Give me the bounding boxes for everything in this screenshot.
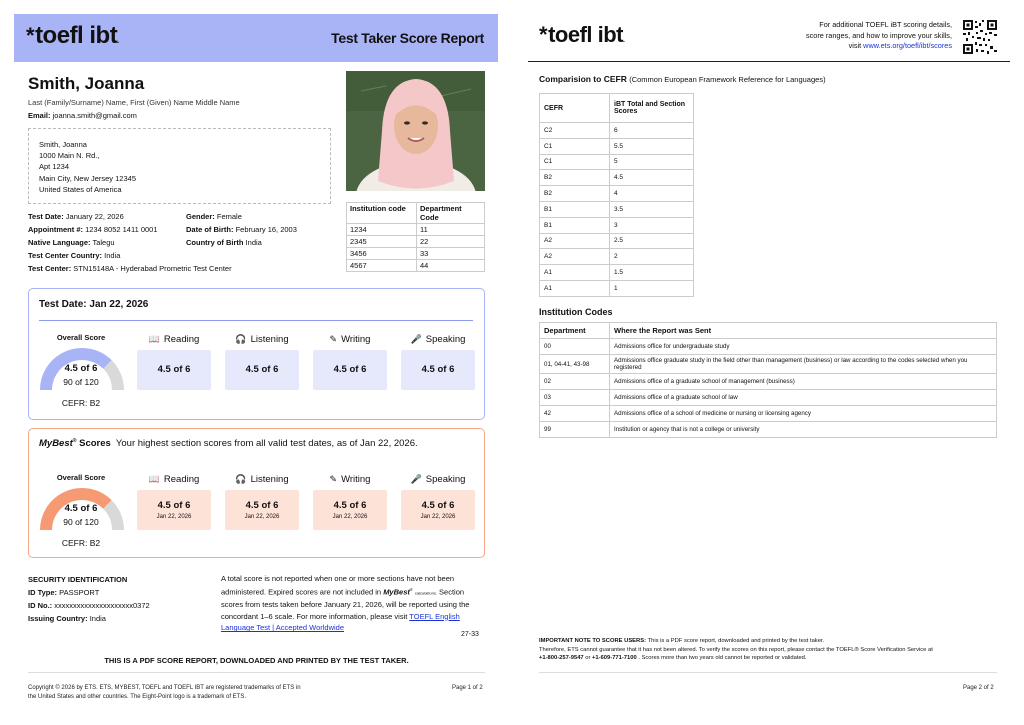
table-row: A2 2 <box>540 249 694 265</box>
section-listening: 🎧 Listening <box>235 334 289 345</box>
book-icon: 📖 <box>148 334 160 344</box>
table-row: 3456 33 <box>347 248 485 260</box>
cefr-level: CEFR: B2 <box>61 398 101 408</box>
table-row: 03 Admissions office of a graduate school of law <box>540 390 997 406</box>
microphone-icon: 🎤 <box>410 334 422 344</box>
overall-score-label: Overall Score <box>56 333 106 342</box>
test-details-left: Test Date: January 22, 2026 Appointment #: 1234 8052 1411 0001 Native Language: Talegu Test Center Country: India Test Center: STN15148A - Hyderabad Prometric Test Center <box>28 212 232 273</box>
table-row: C2 6 <box>540 123 694 139</box>
page-number: Page 2 of 2 <box>963 685 994 691</box>
pencil-icon: ✎ <box>329 474 338 484</box>
overall-total: 90 of 120 <box>63 377 99 387</box>
name-format-note: Last (Family/Surname) Name, First (Given) Name Middle Name <box>28 98 240 107</box>
table-row: B1 3.5 <box>540 201 694 217</box>
reading-score-tile: 4.5 of 6 Jan 22, 2026 <box>137 490 211 530</box>
writing-score-tile: 4.5 of 6 Jan 22, 2026 <box>313 490 387 530</box>
section-reading: 📖 Reading <box>148 334 200 345</box>
test-date-title: Test Date: Jan 22, 2026 <box>39 299 149 310</box>
overall-score: 4.5 of 6 <box>64 363 98 374</box>
report-reference: 27-33 <box>461 631 479 638</box>
table-row: A1 1 <box>540 280 694 296</box>
test-date-scores <box>28 288 485 420</box>
pencil-icon: ✎ <box>329 334 338 344</box>
table-row: 2345 22 <box>347 236 485 248</box>
table-row: 99 Institution or agency that is not a college or university <box>540 422 997 438</box>
institution-codes-reference-table: Department Where the Report was Sent 00 Admissions office for undergraduate study 01, 04-41, 43-98 Admissions office graduate study in the field other than management (business) or law according to the codes selected when you registered 02 Admissions office of a graduate school of management (business) 03 Admissions office of a graduate school of law 42 Admissions office of a school of medicine or nursing or licensing agency 99 Institution or agency that is not a college or university <box>539 322 997 438</box>
toefl-logo: *toefl ibt. <box>539 22 625 47</box>
reading-score-tile: 4.5 of 6 <box>137 350 211 390</box>
email-value: joanna.smith@gmail.com <box>52 111 137 120</box>
section-listening: 🎧 Listening <box>235 474 289 485</box>
overall-score-label: Overall Score <box>56 473 106 482</box>
pdf-notice: THIS IS A PDF SCORE REPORT, DOWNLOADED AND PRINTED BY THE TEST TAKER. <box>104 656 409 665</box>
candidate-photo <box>346 71 485 191</box>
table-row: 1234 11 <box>347 224 485 236</box>
table-row: C1 5.5 <box>540 138 694 154</box>
qr-code <box>963 20 997 54</box>
toefl-website-link[interactable]: TOEFL English Language Test | Accepted Worldwide <box>221 611 460 633</box>
important-note: IMPORTANT NOTE TO SCORE USERS: This is a PDF score report, downloaded and printed by the test taker. Therefore, ETS cannot guarantee that it has not been altered. To verify the scores on this report, please contact the TOEFL® Score Verification Service at +1-800-257-9547 or +1-609-771-7100 . Scores more than two years old cannot be reported or validated. <box>539 638 933 662</box>
microphone-icon: 🎤 <box>410 474 422 484</box>
listening-score-tile: 4.5 of 6 <box>225 350 299 390</box>
ets-scores-link[interactable]: www.ets.org/toefl/ibt/scores <box>863 41 952 50</box>
scoring-details-note: For additional TOEFL iBT scoring details, score ranges, and how to improve your skills, visit www.ets.org/toefl/ibt/scores <box>805 20 952 50</box>
institution-codes-table: Institution code Department Code 1234 11 2345 22 3456 33 4567 44 <box>346 202 485 272</box>
speaking-score-tile: 4.5 of 6 Jan 22, 2026 <box>401 490 475 530</box>
headphones-icon: 🎧 <box>235 334 247 344</box>
table-row: C1 5 <box>540 154 694 170</box>
mybest-title: MyBest® Scores Your highest section scores from all valid test dates, as of Jan 22, 2026. <box>39 438 418 450</box>
table-row: 01, 04-41, 43-98 Admissions office graduate study in the field other than management (business) or law according to the codes selected when you registered <box>540 355 997 374</box>
institution-codes-heading: Institution Codes <box>539 307 613 317</box>
score-note: A total score is not reported when one or more sections have not been administered. Expired scores are not included in MyBest® calculations. Section scores from tests taken before January 21, 2026, will be reported using the concordant 1–6 scale. For more information, please visit TOEFL English Language Test | Accepted Worldwide <box>221 574 470 633</box>
section-speaking: 🎤 Speaking <box>410 334 466 345</box>
report-title: Test Taker Score Report <box>331 30 484 46</box>
table-row: A2 2.5 <box>540 233 694 249</box>
writing-score-tile: 4.5 of 6 <box>313 350 387 390</box>
toefl-logo: *toefl ibt. <box>26 22 119 49</box>
table-row: 4567 44 <box>347 260 485 272</box>
page-2 <box>512 0 1024 725</box>
table-row: B2 4.5 <box>540 170 694 186</box>
speaking-score-tile: 4.5 of 6 <box>401 350 475 390</box>
listening-score-tile: 4.5 of 6 Jan 22, 2026 <box>225 490 299 530</box>
email-line: Email: joanna.smith@gmail.com <box>28 111 137 120</box>
section-speaking: 🎤 Speaking <box>410 474 466 485</box>
test-details-right: Gender: Female Date of Birth: February 16, 2003 Country of Birth India <box>186 212 297 247</box>
report-header <box>14 14 498 62</box>
table-row: 00 Admissions office for undergraduate study <box>540 339 997 355</box>
table-row: B1 3 <box>540 217 694 233</box>
candidate-name: Smith, Joanna <box>28 74 145 93</box>
book-icon: 📖 <box>148 474 160 484</box>
mybest-scores <box>28 428 485 558</box>
overall-total: 90 of 120 <box>63 517 99 527</box>
section-writing: ✎ Writing <box>329 474 371 485</box>
table-row: B2 4 <box>540 186 694 202</box>
copyright: Copyright © 2026 by ETS. ETS, MYBEST, TOEFL and TOEFL IBT are registered trademarks of ETS in the United States and other countries. The Eight-Point logo is a trademark of ETS. <box>28 685 301 700</box>
security-identification: SECURITY IDENTIFICATION ID Type: PASSPORT ID No.: xxxxxxxxxxxxxxxxxxxxx0372 Issuing Country: India <box>28 575 150 623</box>
mailing-address: Smith, Joanna 1000 Main N. Rd., Apt 1234 Main City, New Jersey 12345 United States of America <box>28 128 331 204</box>
table-row: 42 Admissions office of a school of medicine or nursing or licensing agency <box>540 406 997 422</box>
cefr-table: CEFR iBT Total and Section Scores C2 6 C1 5.5 C1 5 B2 4.5 B2 4 B1 3.5 B1 3 A2 2.5 A2 2 A1 1.5 A1 1 <box>539 93 694 297</box>
page-number: Page 1 of 2 <box>452 685 483 691</box>
table-row: A1 1.5 <box>540 265 694 281</box>
table-row: 02 Admissions office of a graduate school of management (business) <box>540 374 997 390</box>
section-reading: 📖 Reading <box>148 474 200 485</box>
cefr-heading: Comparision to CEFR (Common European Framework Reference for Languages) <box>539 74 826 84</box>
headphones-icon: 🎧 <box>235 474 247 484</box>
overall-score: 4.5 of 6 <box>64 503 98 514</box>
section-writing: ✎ Writing <box>329 334 371 345</box>
cefr-level: CEFR: B2 <box>61 538 101 548</box>
